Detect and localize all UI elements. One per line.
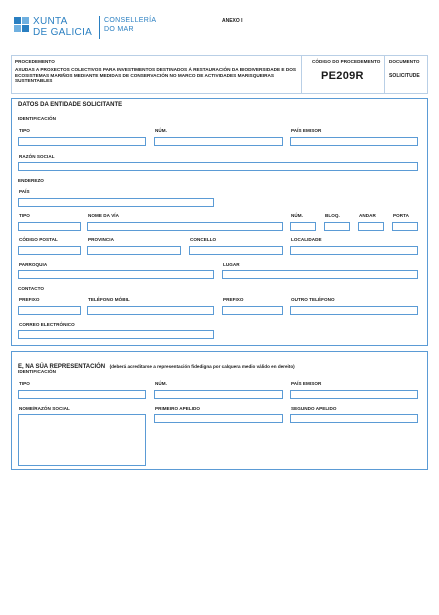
- mobile-field[interactable]: [87, 306, 214, 315]
- place-label: LUGAR: [223, 262, 240, 267]
- email-field[interactable]: [18, 330, 214, 339]
- procedure-label: PROCEDEMENTO: [15, 59, 55, 64]
- applicant-section-title: DATOS DA ENTIDADE SOLICITANTE: [18, 102, 123, 108]
- country-label: PAÍS: [19, 189, 30, 194]
- locality-field[interactable]: [290, 246, 418, 255]
- representative-note: (deberá acreditarse a representación fidedigna por calquera medio válido en dereito): [109, 364, 295, 369]
- procedure-text: AXUDAS A PROXECTOS COLECTIVOS PARA INVESTIMENTOS DESTINADOS Á RESTAURACIÓN DA BIODIVERSIDADE E DOS ECOSISTEMAS MARIÑOS MEDIANTE MEDIDAS DE CONSERVACIÓN NO MARCO DE ACTIVIDADES MARISQUEIRAS SUSTENTABLES: [15, 67, 297, 84]
- rep-type-label: TIPO: [19, 381, 30, 386]
- floor-field[interactable]: [358, 222, 384, 231]
- street-name-label: NOME DA VÍA: [88, 213, 120, 218]
- street-type-field[interactable]: [18, 222, 81, 231]
- council-field[interactable]: [189, 246, 283, 255]
- address-heading: ENDEREZO: [18, 178, 44, 183]
- place-field[interactable]: [222, 270, 418, 279]
- logo-line1: XUNTA: [33, 16, 68, 27]
- procedure-code: PE209R: [321, 70, 364, 82]
- door-field[interactable]: [392, 222, 418, 231]
- street-type-label: TIPO: [19, 213, 30, 218]
- floor-label: ANDAR: [359, 213, 376, 218]
- block-label: BLOQ.: [325, 213, 340, 218]
- issuing-country-label: PAÍS EMISOR: [291, 128, 322, 133]
- divider: [384, 55, 385, 94]
- street-number-field[interactable]: [290, 222, 316, 231]
- council-label: CONCELLO: [190, 237, 217, 242]
- document-type: SOLICITUDE: [389, 73, 420, 79]
- logo-square-icon: [22, 17, 29, 24]
- prefix1-label: PREFIXO: [19, 297, 40, 302]
- procedure-code-label: CÓDIGO DO PROCEDEMENTO: [312, 59, 381, 64]
- province-field[interactable]: [87, 246, 181, 255]
- locality-label: LOCALIDADE: [291, 237, 322, 242]
- logo-line2: DE GALICIA: [33, 27, 93, 38]
- rep-surname1-field[interactable]: [154, 414, 283, 423]
- postal-code-label: CÓDIGO POSTAL: [19, 237, 58, 242]
- logo-square-icon: [22, 25, 29, 32]
- type-label: TIPO: [19, 128, 30, 133]
- province-label: PROVINCIA: [88, 237, 114, 242]
- rep-surname2-label: SEGUNDO APELIDO: [291, 406, 337, 411]
- representative-title-row: [18, 355, 295, 373]
- street-name-field[interactable]: [87, 222, 283, 231]
- postal-code-field[interactable]: [18, 246, 81, 255]
- prefix2-field[interactable]: [222, 306, 283, 315]
- company-name-label: RAZÓN SOCIAL: [19, 154, 55, 159]
- prefix1-field[interactable]: [18, 306, 81, 315]
- rep-issuing-country-label: PAÍS EMISOR: [291, 381, 322, 386]
- rep-surname2-field[interactable]: [290, 414, 418, 423]
- rep-number-label: NÚM.: [155, 381, 167, 386]
- prefix2-label: PREFIXO: [223, 297, 244, 302]
- identification-heading: IDENTIFICACIÓN: [18, 116, 56, 121]
- other-phone-label: OUTRO TELÉFONO: [291, 297, 335, 302]
- other-phone-field[interactable]: [290, 306, 418, 315]
- rep-name-field[interactable]: [18, 414, 146, 466]
- annex-title: ANEXO I: [222, 18, 243, 24]
- representative-section-title: E, NA SÚA REPRESENTACIÓN: [18, 364, 106, 370]
- issuing-country-field[interactable]: [290, 137, 418, 146]
- divider: [301, 55, 302, 94]
- mobile-label: TELÉFONO MÓBIL: [88, 297, 130, 302]
- logo-square-icon: [14, 17, 21, 24]
- company-name-field[interactable]: [18, 162, 418, 171]
- contact-heading: CONTACTO: [18, 286, 45, 291]
- street-number-label: NÚM.: [291, 213, 303, 218]
- document-label: DOCUMENTO: [389, 59, 420, 64]
- type-field[interactable]: [18, 137, 146, 146]
- rep-number-field[interactable]: [154, 390, 283, 399]
- rep-type-field[interactable]: [18, 390, 146, 399]
- parish-label: PARROQUIA: [19, 262, 48, 267]
- door-label: PORTA: [393, 213, 409, 218]
- block-field[interactable]: [324, 222, 350, 231]
- rep-surname1-label: PRIMEIRO APELIDO: [155, 406, 201, 411]
- rep-issuing-country-field[interactable]: [290, 390, 418, 399]
- rep-name-label: NOME/RAZÓN SOCIAL: [19, 406, 70, 411]
- logo-divider: [99, 16, 100, 39]
- rep-identification-heading: IDENTIFICACIÓN: [18, 369, 56, 374]
- email-label: CORREO ELECTRÓNICO: [19, 322, 75, 327]
- parish-field[interactable]: [18, 270, 214, 279]
- dept-line1: CONSELLERÍA: [104, 17, 157, 24]
- country-field[interactable]: [18, 198, 214, 207]
- number-field[interactable]: [154, 137, 283, 146]
- dept-line2: DO MAR: [104, 26, 134, 33]
- logo-square-icon: [14, 25, 21, 32]
- number-label: NÚM.: [155, 128, 167, 133]
